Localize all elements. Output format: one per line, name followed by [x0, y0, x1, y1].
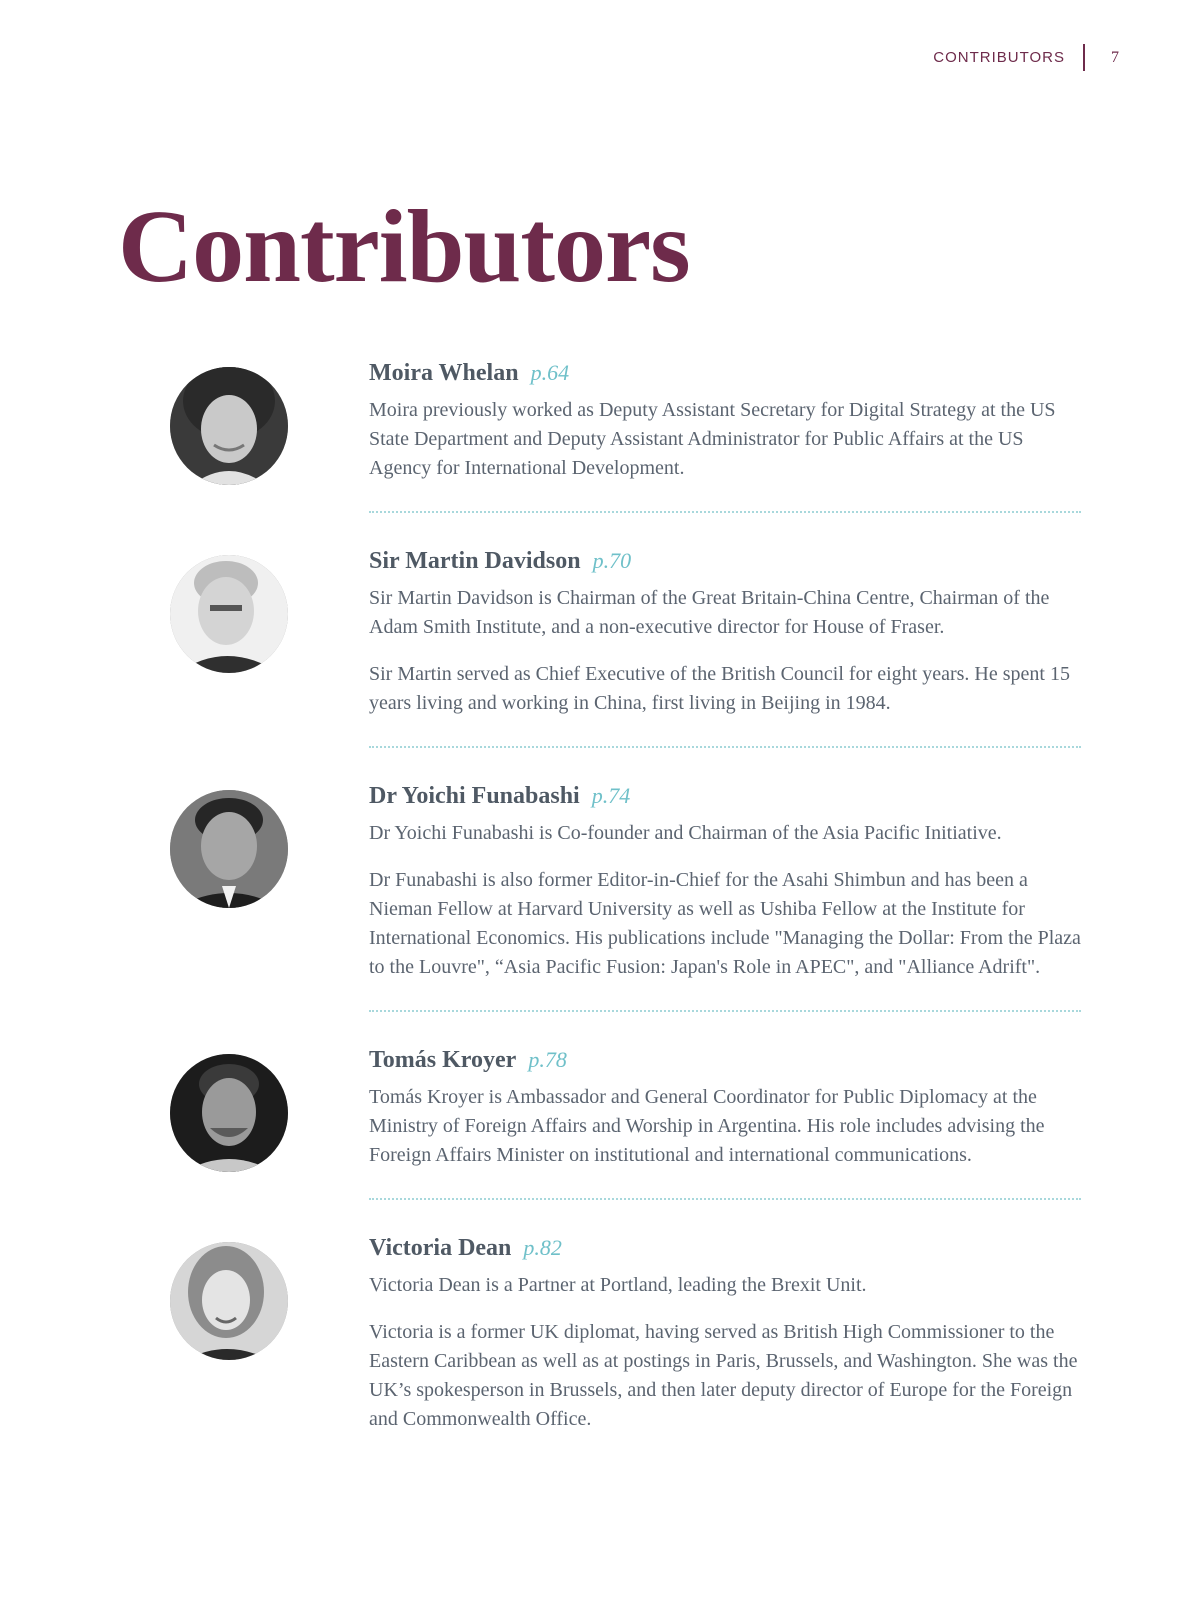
dotted-divider [369, 746, 1081, 748]
contributor-entry [0, 1230, 1181, 1434]
contributor-heading [369, 778, 1081, 817]
avatar [170, 790, 288, 908]
dotted-divider [369, 1198, 1081, 1200]
contributor-heading [369, 543, 1081, 582]
contributor-heading [369, 1230, 1081, 1269]
bio-paragraph: Dr Yoichi Funabashi is Co-founder and Chairman of the Asia Pacific Initiative. [369, 822, 1002, 844]
contributor-list [0, 355, 1181, 1434]
bio-paragraph: Victoria is a former UK diplomat, having served as British High Commissioner to the Eastern Caribbean as well as at postings in Paris, Brussels, and Washington. She was the UK’s spokesperson in Brussels, and then later deputy director of Europe for the Foreign and Commonwealth Office. [369, 1321, 1078, 1430]
page-reference: p.64 [530, 360, 570, 385]
avatar [170, 1242, 288, 1360]
contributor-entry [0, 355, 1181, 513]
bio-paragraph: Moira previously worked as Deputy Assistant Secretary for Digital Strategy at the US State Department and Deputy Assistant Administrator for Public Affairs at the US Agency for International Development. [369, 399, 1056, 479]
dotted-divider [369, 1010, 1081, 1012]
page-reference: p.82 [523, 1235, 562, 1260]
contributor-entry [0, 778, 1181, 1012]
contributor-name: Victoria Dean [369, 1235, 512, 1261]
bio-paragraph: Sir Martin Davidson is Chairman of the Great Britain-China Centre, Chairman of the Adam Smith Institute, and a non-executive director for House of Fraser. [369, 587, 1050, 638]
contributor-heading [369, 355, 1081, 394]
page-number: 7 [1111, 48, 1119, 66]
page-reference: p.78 [528, 1047, 567, 1072]
avatar [170, 555, 288, 673]
avatar [170, 1054, 288, 1172]
running-header [933, 44, 1119, 71]
bio-paragraph: Tomás Kroyer is Ambassador and General Coordinator for Public Diplomacy at the Ministry of Foreign Affairs and Worship in Argentina. His role includes advising the Foreign Affairs Minister on institutional and international communications. [369, 1086, 1045, 1166]
bio-paragraph: Victoria Dean is a Partner at Portland, leading the Brexit Unit. [369, 1274, 867, 1296]
contributor-heading [369, 1042, 1081, 1081]
page-title: Contributors [118, 189, 690, 304]
header-divider [1083, 44, 1085, 71]
contributor-name: Sir Martin Davidson [369, 548, 581, 574]
avatar [170, 367, 288, 485]
page-reference: p.74 [591, 783, 631, 808]
contributor-name: Moira Whelan [369, 360, 519, 386]
contributor-entry [0, 1042, 1181, 1200]
section-label: CONTRIBUTORS [933, 49, 1065, 66]
page-reference: p.70 [592, 548, 632, 573]
contributor-entry [0, 543, 1181, 748]
bio-paragraph: Dr Funabashi is also former Editor-in-Chief for the Asahi Shimbun and has been a Nieman Fellow at Harvard University as well as Ushiba Fellow at the Institute for International Economics. His publications include "Managing the Dollar: From the Plaza to the Louvre", “Asia Pacific Fusion: Japan's Role in APEC", and "Alliance Adrift". [369, 869, 1081, 978]
contributor-name: Dr Yoichi Funabashi [369, 783, 580, 809]
dotted-divider [369, 511, 1081, 513]
contributor-name: Tomás Kroyer [369, 1047, 517, 1073]
bio-paragraph: Sir Martin served as Chief Executive of the British Council for eight years. He spent 15 years living and working in China, first living in Beijing in 1984. [369, 663, 1070, 714]
